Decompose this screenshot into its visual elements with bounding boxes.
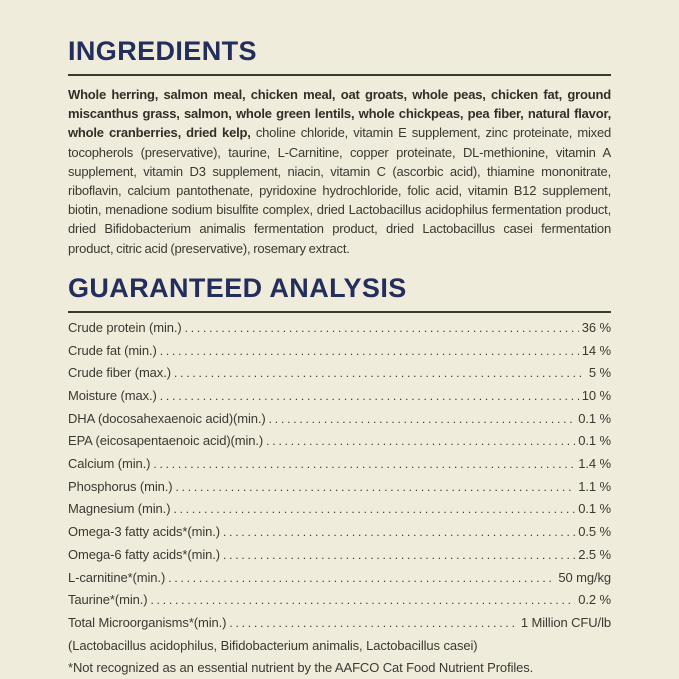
analysis-nutrient-label: Total Microorganisms*(min.)	[68, 614, 227, 630]
guaranteed-analysis-divider	[68, 311, 611, 313]
analysis-nutrient-label: Crude fiber (max.)	[68, 365, 171, 381]
analysis-nutrient-label: Phosphorus (min.)	[68, 478, 173, 494]
analysis-nutrient-value: 0.1 %	[578, 410, 611, 426]
analysis-nutrient-label: Omega-6 fatty acids*(min.)	[68, 546, 221, 562]
dot-leader	[185, 317, 579, 340]
analysis-nutrient-value: 0.1 %	[578, 433, 611, 449]
analysis-nutrient-label: EPA (eicosapentaenoic acid)(min.)	[68, 433, 264, 449]
ingredients-section	[68, 36, 611, 258]
analysis-nutrient-label: Crude protein (min.)	[68, 319, 182, 335]
dot-leader	[223, 521, 575, 544]
ingredients-divider	[68, 74, 611, 76]
analysis-nutrient-value: 0.5 %	[578, 524, 611, 540]
analysis-row	[68, 498, 611, 521]
analysis-row	[68, 362, 611, 385]
analysis-table	[68, 317, 611, 635]
analysis-nutrient-label: Taurine*(min.)	[68, 592, 148, 608]
analysis-row	[68, 612, 611, 635]
analysis-nutrient-value: 0.1 %	[578, 501, 611, 517]
analysis-nutrient-value: 14 %	[581, 342, 611, 358]
analysis-nutrient-value: 50 mg/kg	[558, 569, 611, 585]
analysis-nutrient-value: 10 %	[581, 387, 611, 403]
analysis-nutrient-label: Moisture (max.)	[68, 387, 157, 403]
analysis-row	[68, 317, 611, 340]
guaranteed-analysis-title: GUARANTEED ANALYSIS	[68, 272, 407, 303]
ingredients-supplements: choline chloride, vitamin E supplement, zinc proteinate, mixed tocopherols (preservative), taurine, L-Carnitine, copper proteinate, DL-methionine, vitamin A supplement, vitamin D3 supplement, niacin, vitamin C (ascorbic acid), thiamine mononitrate, riboflavin, calcium pantothenate, pyridoxine hydrochloride, folic acid, vitamin B12 supplement, biotin, menadione sodium bisulfite complex, dried Lactobacillus acidophilus fermentation product, dried Bifidobacterium animalis fermentation product, dried Lactobacillus casei fermentation product, citric acid (preservative), rosemary extract.	[68, 125, 611, 256]
analysis-nutrient-label: Magnesium (min.)	[68, 501, 171, 517]
analysis-row	[68, 340, 611, 363]
analysis-row	[68, 567, 611, 590]
analysis-nutrient-value: 2.5 %	[578, 546, 611, 562]
dot-leader	[151, 589, 576, 612]
dot-leader	[160, 340, 579, 363]
dot-leader	[153, 453, 575, 476]
analysis-nutrient-label: Calcium (min.)	[68, 456, 151, 472]
dot-leader	[160, 385, 579, 408]
dot-leader	[173, 498, 575, 521]
analysis-row	[68, 408, 611, 431]
analysis-nutrient-value: 1 Million CFU/lb	[520, 614, 611, 630]
analysis-row	[68, 521, 611, 544]
dot-leader	[168, 567, 555, 590]
analysis-nutrient-label: Omega-3 fatty acids*(min.)	[68, 524, 221, 540]
analysis-nutrient-value: 36 %	[581, 319, 611, 335]
guaranteed-analysis-section	[68, 273, 611, 679]
analysis-row	[68, 430, 611, 453]
dot-leader	[174, 362, 586, 385]
analysis-nutrient-label: L-carnitine*(min.)	[68, 569, 166, 585]
analysis-nutrient-label: DHA (docosahexaenoic acid)(min.)	[68, 410, 266, 426]
ingredients-text	[68, 85, 611, 258]
dot-leader	[176, 476, 576, 499]
analysis-nutrient-value: 1.4 %	[578, 456, 611, 472]
analysis-nutrient-value: 0.2 %	[578, 592, 611, 608]
ingredients-title: INGREDIENTS	[68, 36, 257, 66]
analysis-row	[68, 589, 611, 612]
dot-leader	[229, 612, 517, 635]
analysis-nutrient-value: 1.1 %	[578, 478, 611, 494]
aafco-footnote: *Not recognized as an essential nutrient by the AAFCO Cat Food Nutrient Profiles.	[68, 660, 534, 676]
analysis-row	[68, 453, 611, 476]
ingredients-primary: Whole herring, salmon meal, chicken meal, oat groats, whole peas, chicken fat, ground miscanthus grass, salmon, whole green lentils, whole chickpeas, pea fiber, natural flavor, whole cranberries, dried kelp,	[68, 87, 611, 141]
dot-leader	[266, 430, 575, 453]
analysis-row	[68, 544, 611, 567]
microorganisms-detail: (Lactobacillus acidophilus, Bifidobacterium animalis, Lactobacillus casei)	[68, 637, 478, 653]
analysis-nutrient-value: 5 %	[588, 365, 611, 381]
analysis-row	[68, 385, 611, 408]
analysis-nutrient-label: Crude fat (min.)	[68, 342, 157, 358]
dot-leader	[269, 408, 576, 431]
dot-leader	[223, 544, 575, 567]
analysis-row	[68, 476, 611, 499]
